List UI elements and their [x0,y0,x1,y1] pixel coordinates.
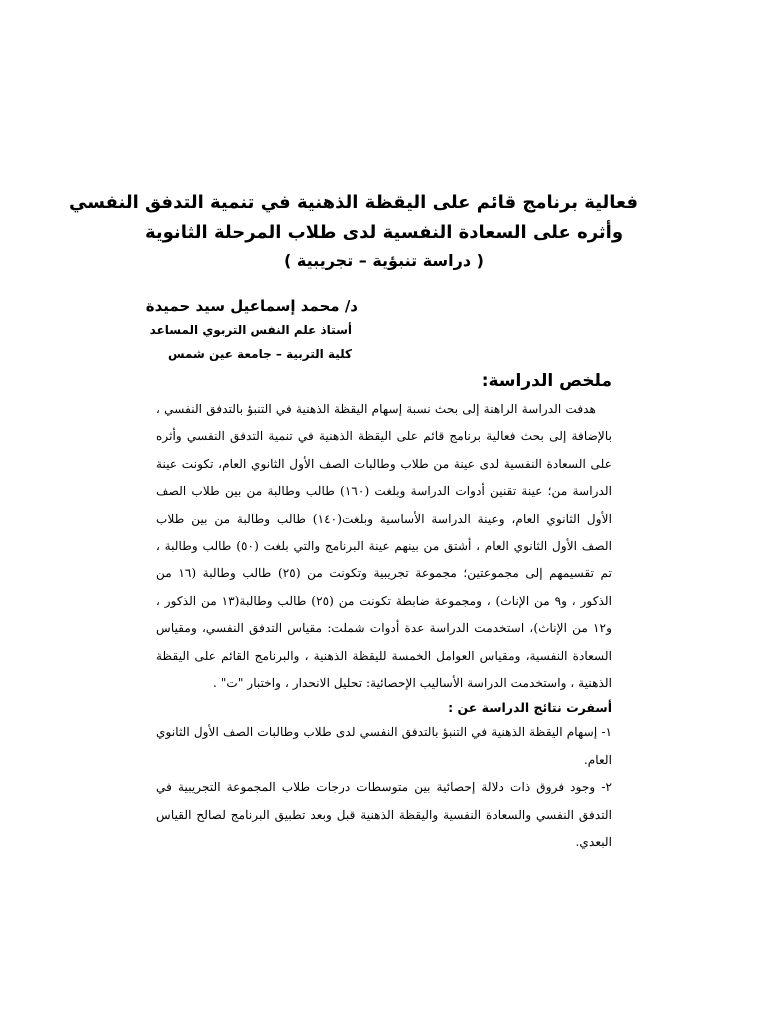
result-item-2: ٢- وجود فروق ذات دلالة إحصائية بين متوسطات درجات طلاب المجموعة التجريبية في التدفق النفسي والسعادة النفسية واليقظة الذهنية قبل وبعد تطبيق البرنامج لصالح القياس البعدي. [156,780,612,850]
abstract-section [156,368,612,857]
paper-title-block [69,188,638,274]
author-affiliation: كلية التربية – جامعة عين شمس [168,347,352,361]
result-item-1: ١- إسهام اليقظة الذهنية في التنبؤ بالتدفق النفسي لدى طلاب وطالبات الصف الأول الثانوي العام. [156,725,612,767]
paper-title-line-1: فعالية برنامج قائم على اليقظة الذهنية في تنمية التدفق النفسي [69,192,638,213]
author-position: أستاذ علم النفس التربوي المساعد [149,323,352,337]
paper-subtitle: ( دراسة تنبؤية – تجريبية ) [284,251,484,270]
author-block [118,294,358,366]
abstract-heading: ملخص الدراسة: [481,371,612,391]
abstract-body: هدفت الدراسة الراهنة إلى بحث نسبة إسهام اليقظة الذهنية في التنبؤ بالتدفق النفسي ، بالإضافة إلى بحث فعالية برنامج قائم على اليقظة الذهنية في تنمية التدفق النفسي وأثره على السعادة النفسية لدى عينة من طلاب وطالبات الصف الأول الثانوي العام، تكونت عينة الدراسة من؛ عينة تقنين أدوات الدراسة وبلغت (١٦٠) طالب وطالبة من بين طلاب الصف الأول الثانوي العام، وعينة الدراسة الأساسية وبلغت(١٤٠) طالب وطالبة من بين طلاب الصف الأول الثانوي العام ، أشتق من بينهم عينة البرنامج والتي بلغت (٥٠) طالب وطالبة ، تم تقسيمهم إلى مجموعتين؛ مجموعة تجريبية وتكونت من (٢٥) طالب وطالبة (١٦ من الذكور ، و٩ من الإناث) ، ومجموعة ضابطة تكونت من (٢٥) طالب وطالبة(١٣ من الذكور ، و١٢ من الإناث)، استخدمت الدراسة عدة أدوات شملت: مقياس التدفق النفسي، ومقياس السعادة النفسية، ومقياس العوامل الخمسة لليقظة الذهنية ، والبرنامج القائم على اليقظة الذهنية ، واستخدمت الدراسة الأساليب الإحصائية: تحليل الانحدار ، واختبار "ت" . [156,402,613,691]
author-name: د/ محمد إسماعيل سيد حميدة [145,297,358,315]
paper-title-line-2: وأثره على السعادة النفسية لدى طلاب المرحلة الثانوية [144,222,624,243]
results-heading: أسفرت نتائج الدراسة عن : [448,700,612,716]
